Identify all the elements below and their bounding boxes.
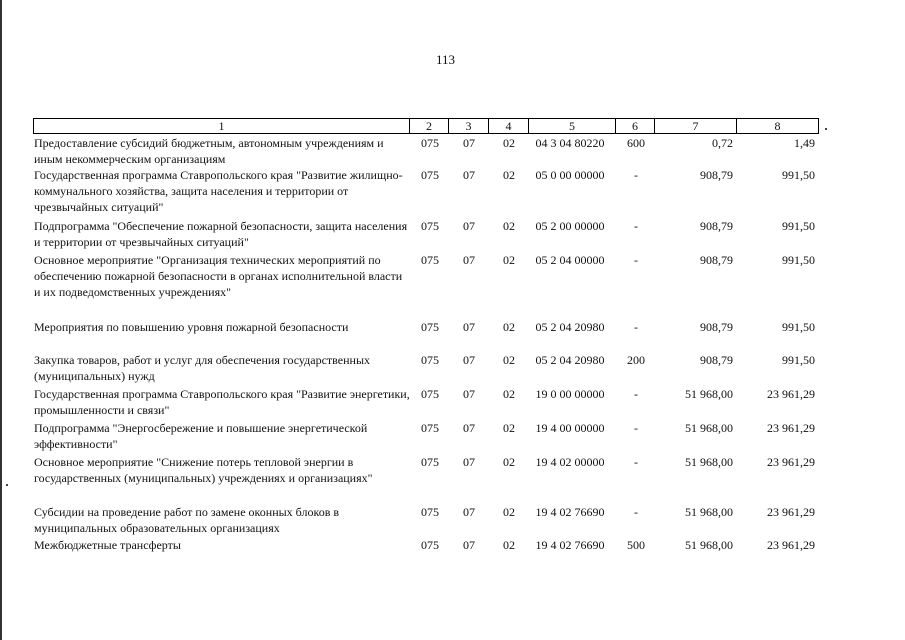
cell-col-6: - [634,253,638,267]
cell-col-3: 07 [463,387,475,401]
cell-col-7: 51 968,00 [685,387,733,401]
cell-col-4: 02 [503,320,515,334]
cell-col-4: 02 [503,136,515,150]
cell-col-5: 19 4 02 76690 [535,505,605,519]
cell-col-6: - [634,168,638,182]
column-header-3: 3 [449,118,489,134]
cell-col-5: 05 2 04 20980 [535,320,605,334]
column-header-8: 8 [737,118,819,134]
cell-col-8: 23 961,29 [767,505,815,519]
cell-col-5: 05 0 00 00000 [535,168,605,182]
cell-col-8: 23 961,29 [767,387,815,401]
cell-col-5: 05 2 00 00000 [535,219,605,233]
cell-col-5: 05 2 04 20980 [535,353,605,367]
cell-col-2: 075 [421,353,439,367]
scan-speck [6,484,8,486]
cell-col-2: 075 [421,219,439,233]
cell-col-7: 51 968,00 [685,538,733,552]
cell-col-7: 908,79 [700,253,733,267]
cell-col-2: 075 [421,421,439,435]
cell-col-6: - [634,505,638,519]
cell-col-6: - [634,219,638,233]
cell-col-2: 075 [421,320,439,334]
cell-col-8: 991,50 [782,353,815,367]
row-description: Государственная программа Ставропольского края "Развитие энергетики, промышленности и связи" [34,387,410,417]
cell-col-3: 07 [463,353,475,367]
column-header-7: 7 [655,118,737,134]
cell-col-8: 23 961,29 [767,421,815,435]
row-description: Государственная программа Ставропольского края "Развитие жилищно-коммунального хозяйства, защита населения и территории от чрезвычайных ситуаций" [34,168,403,214]
cell-col-7: 908,79 [700,320,733,334]
cell-col-3: 07 [463,455,475,469]
cell-col-8: 991,50 [782,253,815,267]
cell-col-5: 05 2 04 00000 [535,253,605,267]
row-description: Закупка товаров, работ и услуг для обеспечения государственных (муниципальных) нужд [34,353,371,383]
cell-col-3: 07 [463,320,475,334]
column-header-1: 1 [33,118,410,134]
cell-col-4: 02 [503,353,515,367]
cell-col-7: 51 968,00 [685,455,733,469]
cell-col-5: 19 4 00 00000 [535,421,605,435]
row-description: Мероприятия по повышению уровня пожарной безопасности [34,320,349,334]
cell-col-4: 02 [503,253,515,267]
cell-col-2: 075 [421,455,439,469]
cell-col-4: 02 [503,538,515,552]
cell-col-4: 02 [503,168,515,182]
cell-col-4: 02 [503,219,515,233]
row-description: Основное мероприятие "Организация технических мероприятий по обеспечению пожарной безопасности в органах исполнительной власти и их подведомственных учреждениях" [34,253,403,299]
cell-col-3: 07 [463,538,475,552]
cell-col-7: 51 968,00 [685,421,733,435]
row-description: Основное мероприятие "Снижение потерь тепловой энергии в государственных (муниципальных) учреждениях и организациях" [34,455,373,485]
row-description: Подпрограмма "Энергосбережение и повышение энергетической эффективности" [34,421,368,451]
cell-col-3: 07 [463,168,475,182]
column-header-5: 5 [529,118,616,134]
cell-col-5: 19 4 02 76690 [535,538,605,552]
cell-col-4: 02 [503,455,515,469]
cell-col-2: 075 [421,253,439,267]
cell-col-7: 908,79 [700,168,733,182]
cell-col-4: 02 [503,421,515,435]
cell-col-6: - [634,320,638,334]
cell-col-2: 075 [421,136,439,150]
cell-col-2: 075 [421,538,439,552]
cell-col-6: - [634,455,638,469]
cell-col-2: 075 [421,168,439,182]
cell-col-6: - [634,387,638,401]
column-header-6: 6 [616,118,655,134]
row-description: Субсидии на проведение работ по замене оконных блоков в муниципальных образовательных организациях [34,505,340,535]
cell-col-8: 991,50 [782,168,815,182]
scan-speck [825,128,827,130]
cell-col-2: 075 [421,387,439,401]
cell-col-5: 19 4 02 00000 [535,455,605,469]
cell-col-8: 23 961,29 [767,538,815,552]
column-header-4: 4 [489,118,529,134]
column-header-2: 2 [410,118,449,134]
cell-col-4: 02 [503,387,515,401]
cell-col-8: 23 961,29 [767,455,815,469]
cell-col-6: 600 [627,136,645,150]
cell-col-6: 500 [627,538,645,552]
page-number: 113 [436,52,456,67]
cell-col-3: 07 [463,136,475,150]
cell-col-7: 51 968,00 [685,505,733,519]
cell-col-7: 0,72 [712,136,733,150]
cell-col-4: 02 [503,505,515,519]
cell-col-3: 07 [463,505,475,519]
cell-col-7: 908,79 [700,219,733,233]
cell-col-2: 075 [421,505,439,519]
cell-col-5: 04 3 04 80220 [535,136,605,150]
row-description: Подпрограмма "Обеспечение пожарной безопасности, защита населения и территории от чрезвычайных ситуаций" [34,219,408,249]
left-margin-rule [0,0,2,640]
cell-col-7: 908,79 [700,353,733,367]
cell-col-3: 07 [463,253,475,267]
cell-col-8: 1,49 [794,136,815,150]
cell-col-8: 991,50 [782,219,815,233]
row-description: Предоставление субсидий бюджетным, автономным учреждениям и иным некоммерческим организациям [34,136,384,166]
cell-col-3: 07 [463,219,475,233]
cell-col-6: 200 [627,353,645,367]
cell-col-5: 19 0 00 00000 [535,387,605,401]
cell-col-8: 991,50 [782,320,815,334]
cell-col-6: - [634,421,638,435]
cell-col-3: 07 [463,421,475,435]
row-description: Межбюджетные трансферты [34,538,181,552]
